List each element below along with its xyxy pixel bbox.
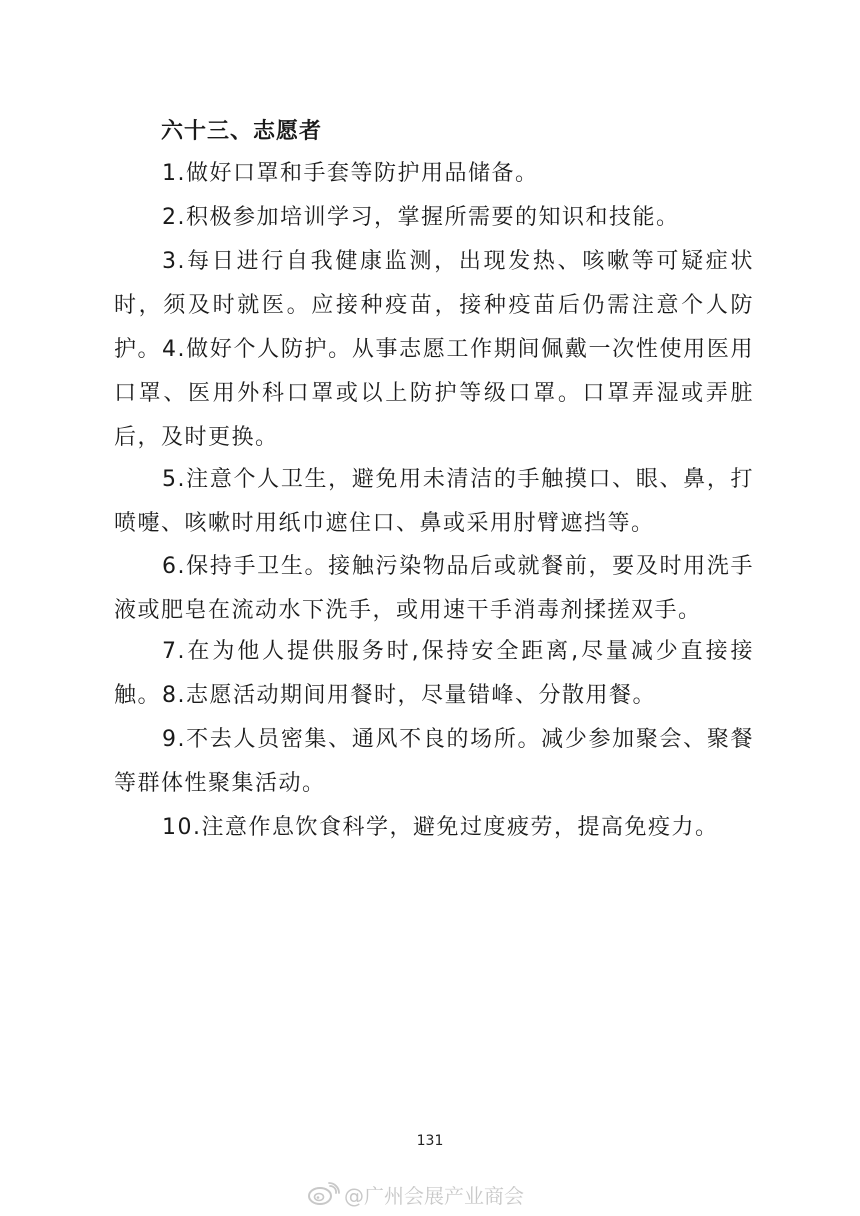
list-item-10: 10.注意作息饮食科学，避免过度疲劳，提高免疫力。	[162, 815, 719, 840]
section-heading: 六十三、志愿者	[161, 119, 323, 144]
list-item-5: 5.注意个人卫生，避免用未清洁的手触摸口、眼、鼻，打喷嚏、咳嗽时用纸巾遮住口、鼻或采用肘臂遮挡等。	[114, 467, 754, 536]
list-item-4: 4.做好个人防护。从事志愿工作期间佩戴一次性使用医用口罩、医用外科口罩或以上防护等级口罩。口罩弄湿或弄脏后，及时更换。	[114, 337, 754, 450]
list-item-7: 7.在为他人提供服务时,保持安全距离,尽量减少直接接触。	[114, 639, 754, 708]
list-item-1: 1.做好口罩和手套等防护用品储备。	[162, 161, 539, 186]
list-item-3: 3.每日进行自我健康监测，出现发热、咳嗽等可疑症状时，须及时就医。应接种疫苗，接种疫苗后仍需注意个人防护。	[114, 249, 754, 362]
watermark	[306, 1180, 524, 1208]
list-item-2: 2.积极参加培训学习，掌握所需要的知识和技能。	[162, 205, 680, 230]
list-item-6: 6.保持手卫生。接触污染物品后或就餐前，要及时用洗手液或肥皂在流动水下洗手，或用速干手消毒剂揉搓双手。	[114, 554, 754, 623]
watermark-text: @广州会展产业商会	[344, 1183, 524, 1208]
list-item-8: 8.志愿活动期间用餐时，尽量错峰、分散用餐。	[162, 683, 656, 708]
list-item-9: 9.不去人员密集、通风不良的场所。减少参加聚会、聚餐等群体性聚集活动。	[114, 727, 754, 796]
page-number: 131	[416, 1133, 444, 1149]
weibo-logo-icon	[306, 1181, 340, 1207]
